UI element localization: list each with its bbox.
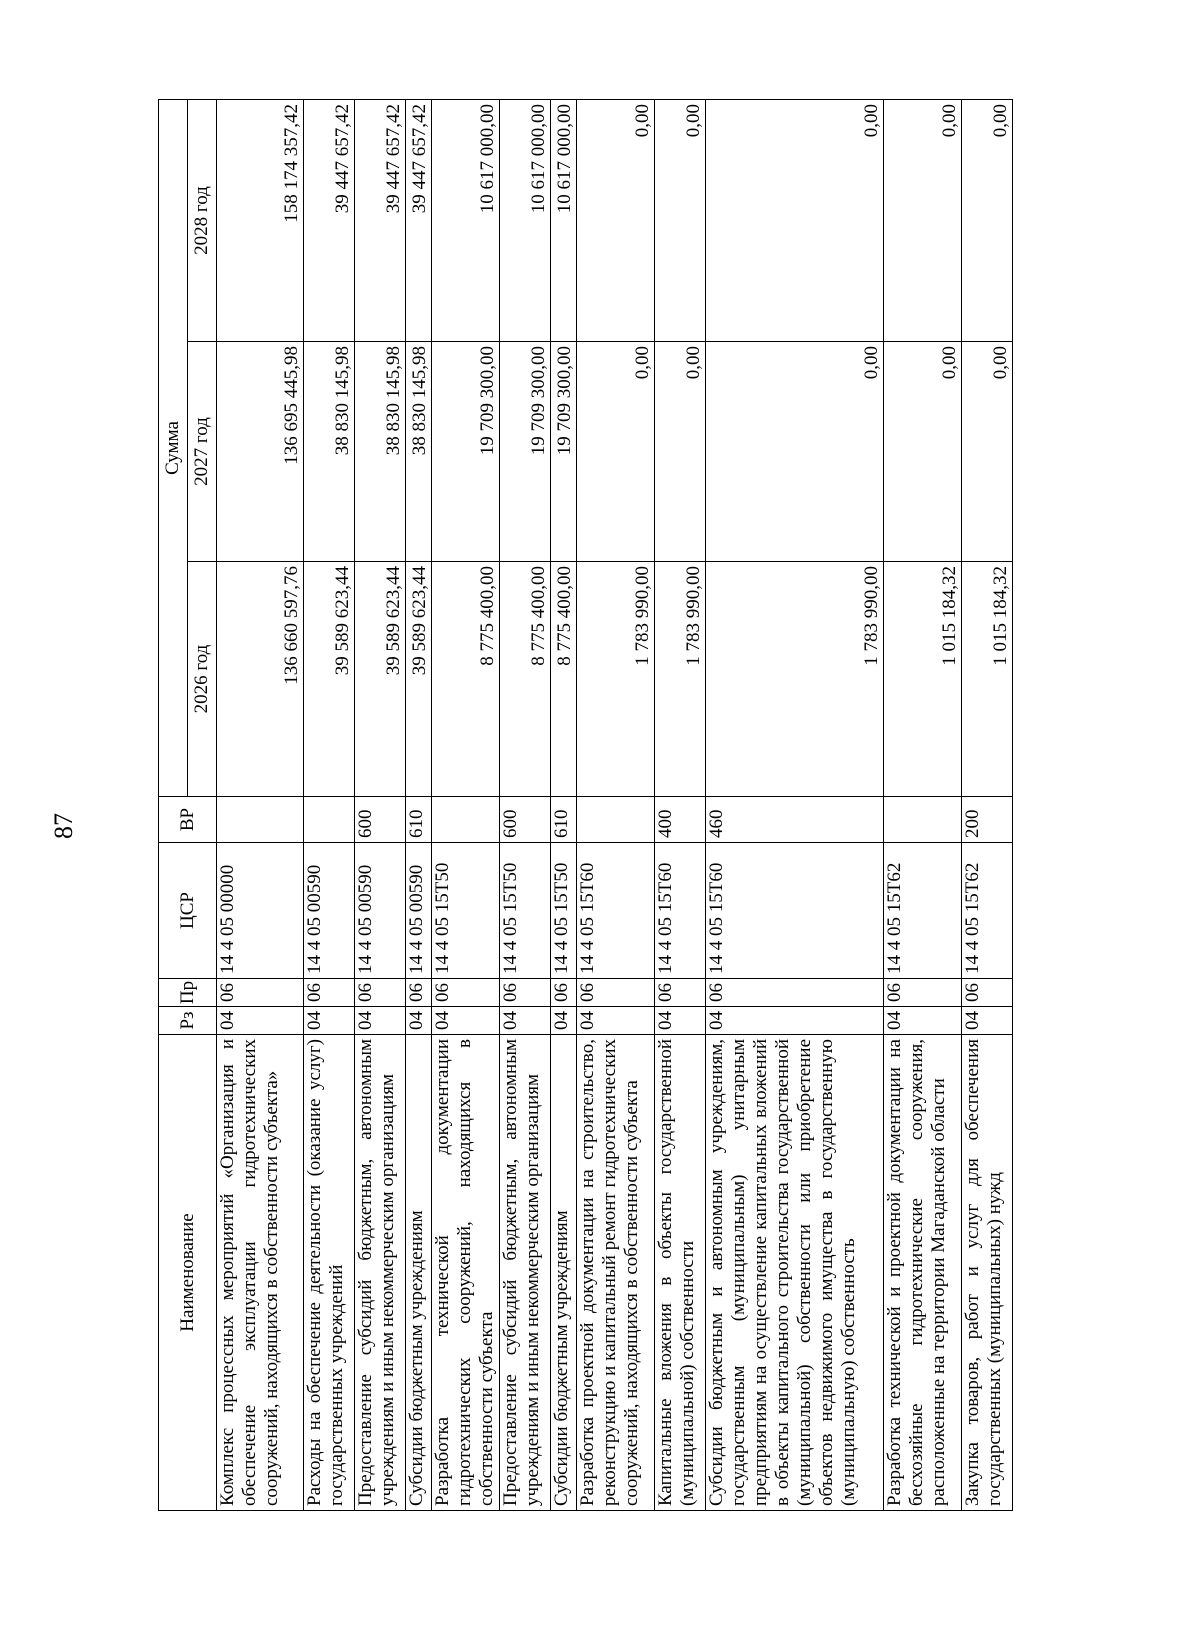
header-row-1	[159, 100, 188, 1511]
row-pr: 06	[550, 979, 576, 1007]
row-2028: 39 447 657,42	[354, 100, 405, 342]
row-2028: 10 617 000,00	[550, 100, 576, 342]
header-2027: 2027 год	[188, 342, 217, 562]
row-rz: 04	[431, 1007, 499, 1035]
row-csr: 14 4 05 15T62	[884, 843, 962, 979]
row-rz: 04	[354, 1007, 405, 1035]
row-csr: 14 4 05 15T50	[550, 843, 576, 979]
row-2027: 38 830 145,98	[405, 342, 431, 562]
row-2026: 8 775 400,00	[550, 562, 576, 797]
row-pr: 06	[354, 979, 405, 1007]
row-2026: 1 783 990,00	[705, 562, 883, 797]
row-2028: 158 174 357,42	[217, 100, 304, 342]
row-2028: 0,00	[962, 100, 1013, 342]
row-vr: 610	[550, 797, 576, 843]
row-pr: 06	[431, 979, 499, 1007]
row-vr: 600	[499, 797, 550, 843]
row-2026: 136 660 597,76	[217, 562, 304, 797]
row-rz: 04	[304, 1007, 355, 1035]
row-2027: 136 695 445,98	[217, 342, 304, 562]
row-name: Субсидии бюджетным и автономным учреждениям, государственным (муниципальным) унитарным предприятиям на осуществление капитальных вложений в объекты капитального строительства государственной (муниципальной) собственности или приобретение объектов недвижимого имущества в государственную (муниципальную) собственность	[705, 1035, 883, 1511]
row-name: Предоставление субсидий бюджетным, автономным учреждениям и иным некоммерческим организациям	[354, 1035, 405, 1511]
header-rz: Рз	[159, 1007, 217, 1035]
row-2026: 8 775 400,00	[499, 562, 550, 797]
row-2028: 39 447 657,42	[405, 100, 431, 342]
row-name: Расходы на обеспечение деятельности (оказание услуг) государственных учреждений	[304, 1035, 355, 1511]
row-name: Разработка технической документации гидротехнических сооружений, находящихся в собственности субъекта	[431, 1035, 499, 1511]
row-vr: 600	[354, 797, 405, 843]
row-2026: 1 783 990,00	[655, 562, 706, 797]
table-row	[705, 100, 883, 1511]
table-row	[550, 100, 576, 1511]
row-2027: 0,00	[705, 342, 883, 562]
row-vr: 610	[405, 797, 431, 843]
row-2028: 0,00	[655, 100, 706, 342]
table-row	[499, 100, 550, 1511]
row-name: Предоставление субсидий бюджетным, автономным учреждениям и иным некоммерческим организациям	[499, 1035, 550, 1511]
row-2027: 38 830 145,98	[304, 342, 355, 562]
row-name: Субсидии бюджетным учреждениям	[405, 1035, 431, 1511]
row-vr	[217, 797, 304, 843]
header-pr: Пр	[159, 979, 217, 1007]
row-2027: 19 709 300,00	[550, 342, 576, 562]
row-pr: 06	[499, 979, 550, 1007]
row-2026: 39 589 623,44	[354, 562, 405, 797]
row-rz: 04	[550, 1007, 576, 1035]
row-csr: 14 4 05 00590	[354, 843, 405, 979]
row-2027: 0,00	[576, 342, 654, 562]
row-2027: 19 709 300,00	[499, 342, 550, 562]
row-rz: 04	[962, 1007, 1013, 1035]
row-2028: 39 447 657,42	[304, 100, 355, 342]
row-csr: 14 4 05 15T62	[962, 843, 1013, 979]
row-rz: 04	[705, 1007, 883, 1035]
row-2027: 38 830 145,98	[354, 342, 405, 562]
budget-table-rotated	[158, 100, 1013, 1511]
row-csr: 14 4 05 15T60	[705, 843, 883, 979]
row-rz: 04	[217, 1007, 304, 1035]
row-vr: 200	[962, 797, 1013, 843]
row-csr: 14 4 05 00000	[217, 843, 304, 979]
row-csr: 14 4 05 15T50	[431, 843, 499, 979]
row-2027: 0,00	[884, 342, 962, 562]
row-pr: 06	[304, 979, 355, 1007]
row-name: Разработка проектной документации на строительство, реконструкцию и капитальный ремонт гидротехнических сооружений, находящихся в собственности субъекта	[576, 1035, 654, 1511]
page-number: 87	[49, 813, 78, 839]
header-2026: 2026 год	[188, 562, 217, 797]
row-pr: 06	[405, 979, 431, 1007]
table-row	[431, 100, 499, 1511]
row-2026: 8 775 400,00	[431, 562, 499, 797]
row-vr	[431, 797, 499, 843]
row-pr: 06	[705, 979, 883, 1007]
row-csr: 14 4 05 15T60	[655, 843, 706, 979]
header-vr: ВР	[159, 797, 217, 843]
row-2028: 10 617 000,00	[499, 100, 550, 342]
table-row	[405, 100, 431, 1511]
row-name: Комплекс процессных мероприятий «Организация и обеспечение эксплуатации гидротехнических сооружений, находящихся в собственности субъекта»	[217, 1035, 304, 1511]
row-name: Капитальные вложения в объекты государственной (муниципальной) собственности	[655, 1035, 706, 1511]
row-2027: 19 709 300,00	[431, 342, 499, 562]
row-name: Субсидии бюджетным учреждениям	[550, 1035, 576, 1511]
row-2026: 39 589 623,44	[304, 562, 355, 797]
row-vr: 400	[655, 797, 706, 843]
row-pr: 06	[655, 979, 706, 1007]
table-row	[304, 100, 355, 1511]
table-row	[655, 100, 706, 1511]
header-csr: ЦСР	[159, 843, 217, 979]
row-2028: 10 617 000,00	[431, 100, 499, 342]
row-pr: 06	[962, 979, 1013, 1007]
row-vr	[884, 797, 962, 843]
row-2026: 39 589 623,44	[405, 562, 431, 797]
row-vr	[304, 797, 355, 843]
row-pr: 06	[576, 979, 654, 1007]
row-pr: 06	[884, 979, 962, 1007]
row-vr	[576, 797, 654, 843]
header-name: Наименование	[159, 1035, 217, 1511]
row-rz: 04	[655, 1007, 706, 1035]
row-2028: 0,00	[884, 100, 962, 342]
budget-table	[158, 99, 1013, 1511]
header-2028: 2028 год	[188, 100, 217, 342]
row-name: Закупка товаров, работ и услуг для обеспечения государственных (муниципальных) нужд	[962, 1035, 1013, 1511]
row-2028: 0,00	[576, 100, 654, 342]
row-rz: 04	[499, 1007, 550, 1035]
row-vr: 460	[705, 797, 883, 843]
row-name: Разработка технической и проектной документации на бесхозяйные гидротехнические сооружения, расположенные на территории Магаданской области	[884, 1035, 962, 1511]
row-rz: 04	[576, 1007, 654, 1035]
row-2028: 0,00	[705, 100, 883, 342]
row-csr: 14 4 05 15T50	[499, 843, 550, 979]
table-row	[576, 100, 654, 1511]
table-row	[884, 100, 962, 1511]
row-2026: 1 015 184,32	[884, 562, 962, 797]
row-2027: 0,00	[962, 342, 1013, 562]
row-csr: 14 4 05 15T60	[576, 843, 654, 979]
table-row	[217, 100, 304, 1511]
header-sum: Сумма	[159, 100, 188, 797]
row-rz: 04	[884, 1007, 962, 1035]
row-rz: 04	[405, 1007, 431, 1035]
table-row	[354, 100, 405, 1511]
row-2027: 0,00	[655, 342, 706, 562]
row-2026: 1 015 184,32	[962, 562, 1013, 797]
table-row	[962, 100, 1013, 1511]
row-csr: 14 4 05 00590	[304, 843, 355, 979]
row-csr: 14 4 05 00590	[405, 843, 431, 979]
row-pr: 06	[217, 979, 304, 1007]
row-2026: 1 783 990,00	[576, 562, 654, 797]
